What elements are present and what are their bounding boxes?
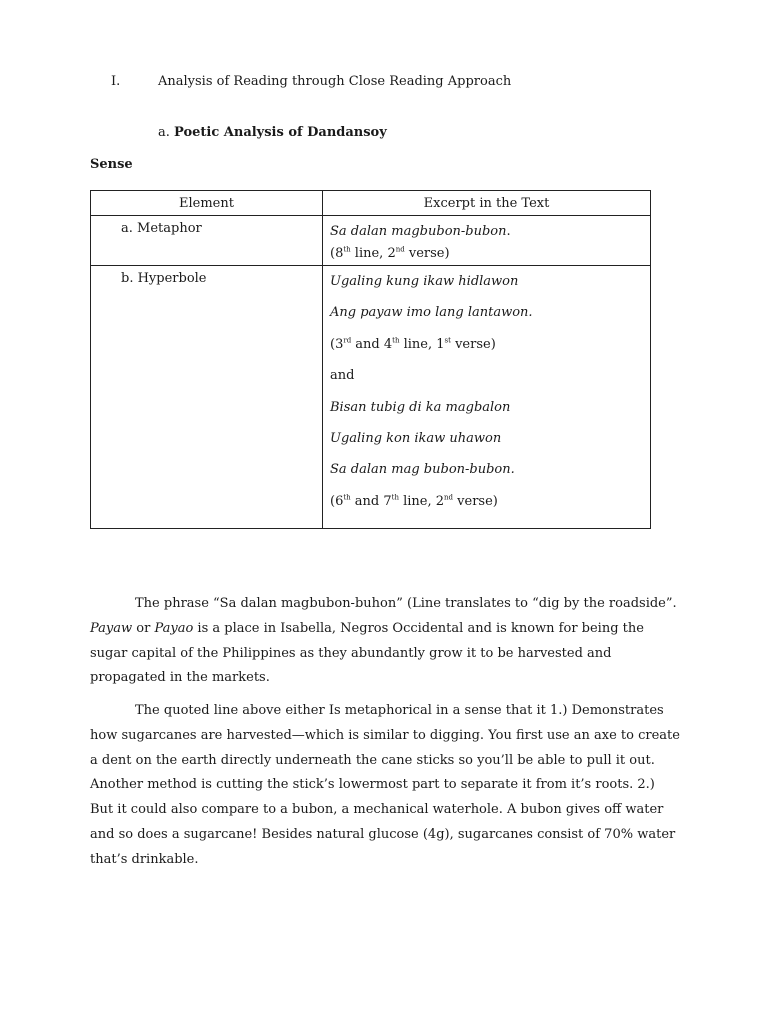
excerpt-reference: (3rd and 4th line, 1st verse) <box>330 336 496 352</box>
paragraph-2: The quoted line above either Is metaphorical in a sense that it 1.) Demonstrates how sugarcanes are harvested—which is similar to digging. You first use an axe to create a dent on the earth directly underneath the cane sticks so you’ll be able to pull it out. Another method is cutting the stick’s lowermost part to separate it from it’s roots. 2.) But it could also compare to a bubon, a mechanical waterhole. A bubon gives off water and so does a sugarcane! Besides natural glucose (4g), sugarcanes consist of 70% water that’s drinkable. <box>90 703 680 867</box>
excerpt-line: Ugaling kon ikaw uhawon <box>330 431 502 447</box>
excerpt-conjunction: and <box>330 368 355 384</box>
analysis-table <box>90 190 651 529</box>
excerpt-line: Sa dalan mag bubon-bubon. <box>330 462 515 478</box>
excerpt-line: Ang payaw imo lang lantawon. <box>330 305 533 321</box>
excerpt-reference: (8th line, 2nd verse) <box>330 245 450 261</box>
subsection-prefix: a. <box>158 125 170 140</box>
excerpt-line: Ugaling kung ikaw hidlawon <box>330 274 519 289</box>
excerpt-reference: (6th and 7th line, 2nd verse) <box>330 493 498 509</box>
header-excerpt: Excerpt in the Text <box>323 191 651 216</box>
table-row <box>91 216 651 266</box>
header-element: Element <box>91 191 323 216</box>
subsection-heading <box>158 125 387 140</box>
sense-label: Sense <box>90 157 133 172</box>
subsection-title: Poetic Analysis of Dandansoy <box>174 125 387 140</box>
element-cell: a. Metaphor <box>91 216 323 266</box>
table-row <box>91 266 651 529</box>
section-number: I. <box>111 74 121 89</box>
paragraph-1: The phrase “Sa dalan magbubon-buhon” (Line translates to “dig by the roadside”. Payaw or Payao is a place in Isabella, Negros Occidental and is known for being the sugar capital of the Philippines as they abundantly grow it to be harvested and propagated in the markets. <box>90 596 677 686</box>
excerpt-cell <box>323 216 651 266</box>
excerpt-line: Bisan tubig di ka magbalon <box>330 399 511 415</box>
excerpt-cell <box>323 266 651 529</box>
excerpt-line: Sa dalan magbubon-bubon. <box>330 224 511 239</box>
section-title: Analysis of Reading through Close Reading Approach <box>158 74 512 89</box>
element-cell: b. Hyperbole <box>91 266 323 529</box>
table-header-row <box>91 191 651 216</box>
